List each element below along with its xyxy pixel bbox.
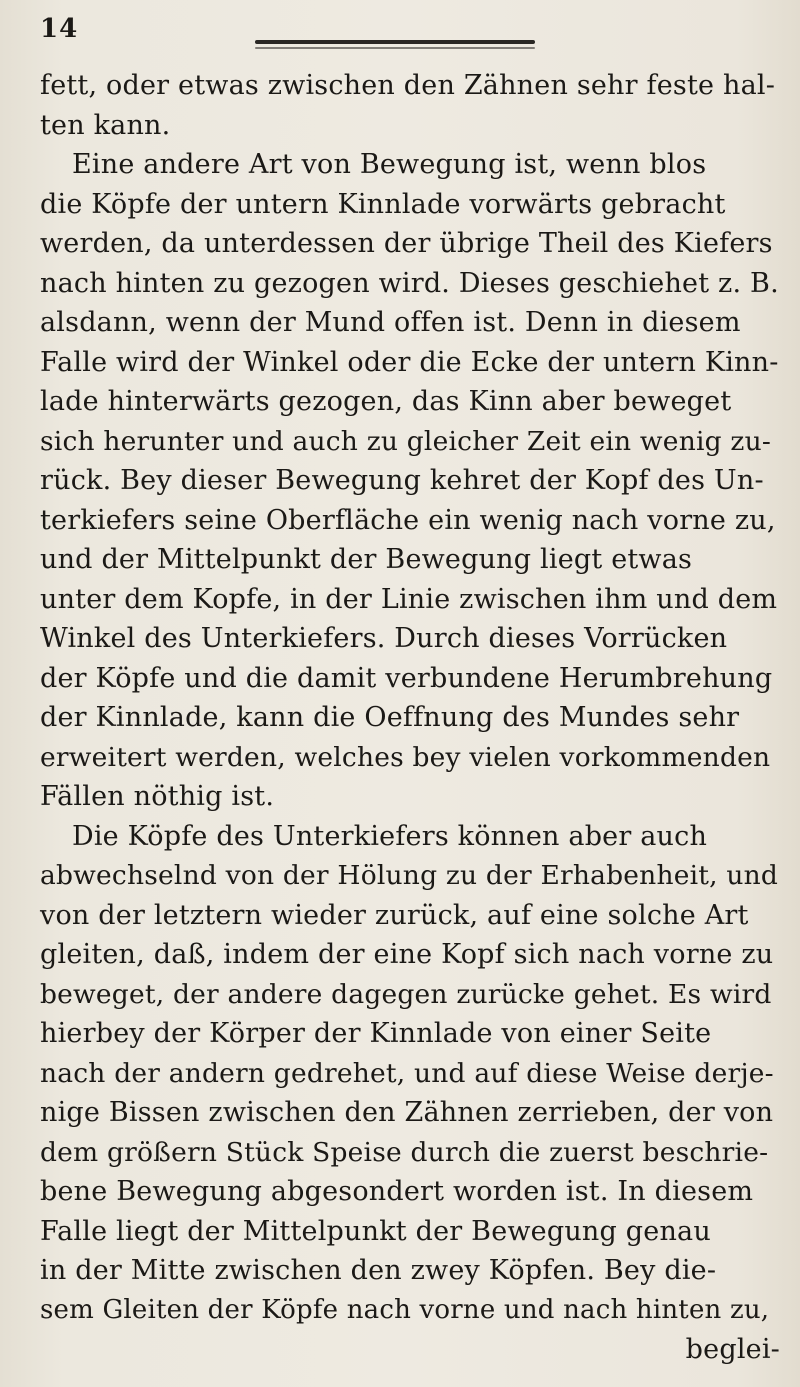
text-line: ten kann.	[40, 109, 171, 141]
text-line: von der letztern wieder zurück, auf eine solche Art	[40, 899, 749, 931]
text-line: rück. Bey dieser Bewegung kehret der Kopf des Un-	[40, 465, 764, 496]
text-line: der Köpfe und die damit verbundene Herumbrehung	[40, 662, 773, 694]
text-line: dem größern Stück Speise durch die zuerst beschrie-	[40, 1136, 769, 1168]
text-line: abwechselnd von der Hölung zu der Erhabenheit, und	[40, 860, 779, 891]
text-line: beweget, der andere dagegen zurücke gehet. Es wird	[40, 978, 772, 1010]
text-line: bene Bewegung abgesondert worden ist. In diesem	[40, 1176, 754, 1207]
text-line: und der Mittelpunkt der Bewegung liegt etwas	[40, 544, 693, 575]
text-line: Eine andere Art von Bewegung ist, wenn blos	[72, 149, 707, 180]
text-line: terkiefers seine Oberfläche ein wenig nach vorne zu,	[40, 504, 776, 536]
text-line: lade hinterwärts gezogen, das Kinn aber beweget	[40, 386, 732, 417]
header-rule-thin	[255, 47, 535, 49]
catchword: beglei-	[685, 1334, 780, 1365]
text-line: alsdann, wenn der Mund offen ist. Denn in diesem	[40, 307, 741, 338]
text-line: die Köpfe der untern Kinnlade vorwärts gebracht	[40, 188, 726, 220]
text-line: unter dem Kopfe, in der Linie zwischen ihm und dem	[40, 583, 778, 615]
header-rule	[255, 40, 535, 44]
text-line: sem Gleiten der Köpfe nach vorne und nach hinten zu,	[40, 1294, 770, 1325]
text-line: werden, da unterdessen der übrige Theil des Kiefers	[40, 228, 773, 259]
text-line: nach der andern gedrehet, und auf diese Weise derje-	[40, 1057, 774, 1089]
text-line: nach hinten zu gezogen wird. Dieses geschiehet z. B.	[40, 267, 779, 299]
text-line: gleiten, daß, indem der eine Kopf sich nach vorne zu	[40, 939, 774, 970]
text-line: Fällen nöthig ist.	[40, 781, 275, 812]
text-line: Falle wird der Winkel oder die Ecke der untern Kinn-	[40, 346, 779, 378]
text-line: fett, oder etwas zwischen den Zähnen sehr feste hal-	[40, 70, 776, 101]
text-line: erweitert werden, welches bey vielen vorkommenden	[40, 741, 771, 773]
text-line: Winkel des Unterkiefers. Durch dieses Vorrücken	[40, 623, 728, 654]
page-number: 14	[40, 14, 79, 44]
text-line: der Kinnlade, kann die Oeffnung des Mundes sehr	[40, 702, 740, 733]
text-line: hierbey der Körper der Kinnlade von einer Seite	[40, 1018, 712, 1049]
text-line: in der Mitte zwischen den zwey Köpfen. Bey die-	[40, 1255, 717, 1286]
body-text	[40, 66, 780, 1370]
text-line: nige Bissen zwischen den Zähnen zerrieben, der von	[40, 1097, 774, 1128]
text-line: sich herunter und auch zu gleicher Zeit ein wenig zu-	[40, 425, 772, 457]
text-line: Die Köpfe des Unterkiefers können aber auch	[72, 820, 708, 852]
text-line: Falle liegt der Mittelpunkt der Bewegung genau	[40, 1215, 711, 1247]
